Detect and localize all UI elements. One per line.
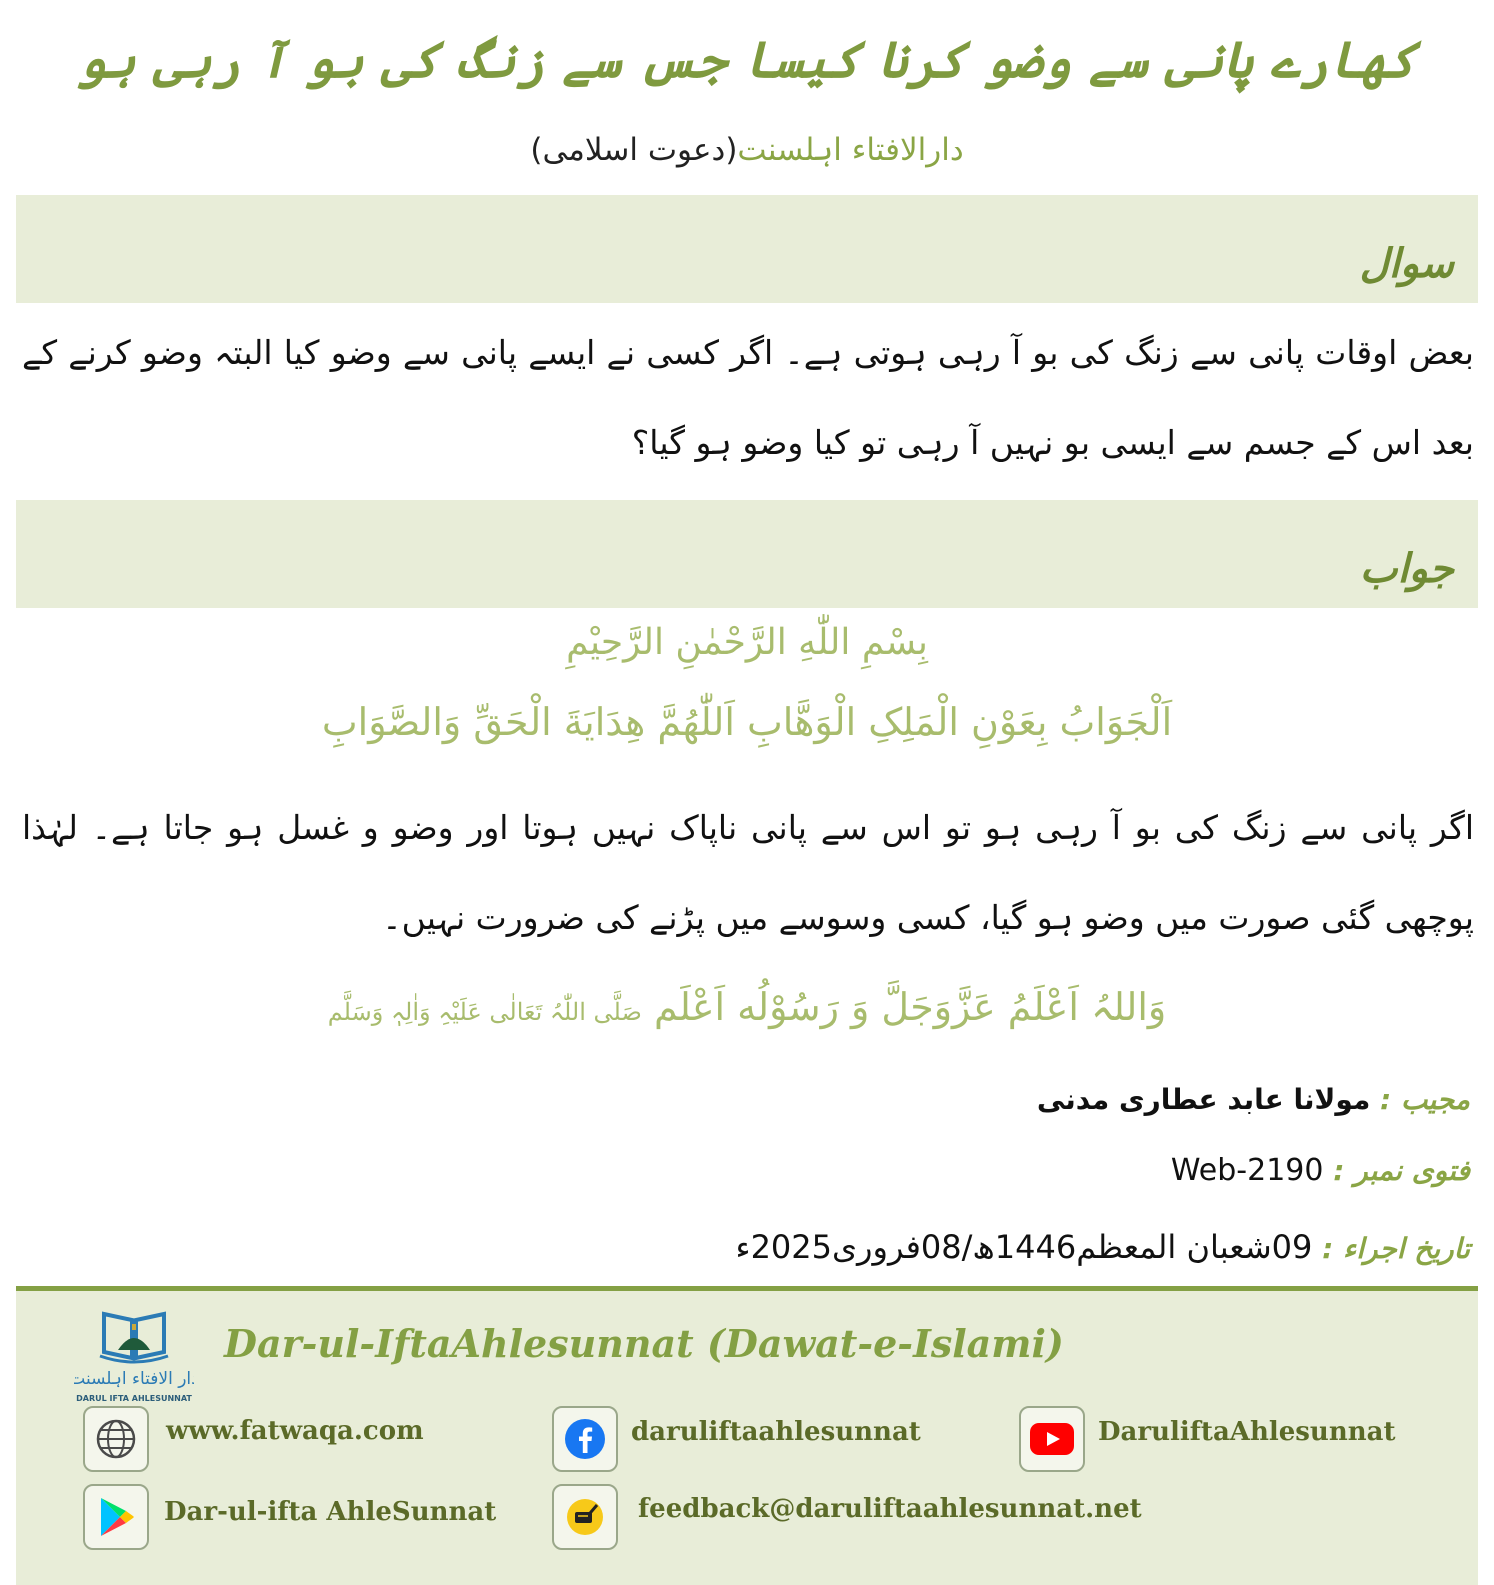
question-band: [16, 195, 1478, 303]
answer-text: اگر پانی سے زنگ کی بو آ رہی ہو تو اس سے پانی ناپاک نہیں ہوتا اور وضو و غسل ہو جاتا ہے۔ لہٰذا پوچھی گئی صورت میں وضو ہو گیا، کسی وسوسے میں پڑنے کی ضرورت نہیں۔: [22, 808, 1474, 937]
answer-closing: [0, 985, 1494, 1029]
question-label: سوال: [1359, 240, 1454, 287]
youtube-icon[interactable]: [1019, 1406, 1085, 1472]
playstore-link[interactable]: Dar-ul-ifta AhleSunnat: [164, 1497, 497, 1527]
closing-salutation: صَلَّی اللّٰہُ تَعَالٰی عَلَیْہِ وَاٰلِہٖ وَسَلَّم: [327, 998, 642, 1026]
book-dome-icon: [74, 1306, 194, 1406]
question-text: بعض اوقات پانی سے زنگ کی بو آ رہی ہوتی ہے۔ اگر کسی نے ایسے پانی سے وضو کیا البتہ وضو کرنے کے بعد اس کے جسم سے ایسی بو نہیں آ رہی تو کیا وضو ہو گیا؟: [22, 333, 1474, 462]
answer-opening: اَلْجَوَابُ بِعَوْنِ الْمَلِکِ الْوَهَّابِ اَللّٰهُمَّ هِدَايَةَ الْحَقِّ وَالصَّوَابِ: [321, 700, 1173, 744]
fatwa-number-line: [1171, 1153, 1470, 1188]
facebook-link[interactable]: daruliftaahlesunnat: [631, 1417, 921, 1447]
date-label: تاریخ اجراء :: [1322, 1232, 1470, 1265]
footer: [16, 1286, 1478, 1585]
logo-caption: DARUL IFTA AHLESUNNAT: [76, 1394, 192, 1403]
closing-main: وَاللہُ اَعْلَمُ عَزَّوَجَلَّ وَ رَسُوْلُه اَعْلَم: [653, 985, 1167, 1029]
globe-icon[interactable]: [83, 1406, 149, 1472]
feedback-icon[interactable]: [552, 1484, 618, 1550]
website-link[interactable]: www.fatwaqa.com: [166, 1416, 424, 1446]
answer-band: [16, 500, 1478, 608]
fatwa-value: Web-2190: [1170, 1153, 1324, 1188]
youtube-link[interactable]: DaruliftaAhlesunnat: [1098, 1417, 1396, 1447]
subtitle-paren: (دعوت اسلامی): [530, 132, 738, 168]
mujeeb-line: [1037, 1083, 1470, 1116]
facebook-icon[interactable]: [552, 1406, 618, 1472]
page-title: کھارے پانی سے وضو کرنا کیسا جس سے زنگ کی بو آ رہی ہو: [77, 30, 1417, 89]
logo-text: دار الافتاء اہلسنت: [74, 1369, 194, 1389]
play-store-icon[interactable]: [83, 1484, 149, 1550]
mujeeb-value: مولانا عابد عطاری مدنی: [1036, 1083, 1371, 1116]
bismillah: بِسْمِ اللّٰهِ الرَّحْمٰنِ الرَّحِيْمِ: [566, 622, 928, 663]
answer-label: جواب: [1359, 545, 1454, 592]
issue-date-line: [736, 1228, 1470, 1266]
fatwa-label: فتوی نمبر :: [1333, 1154, 1470, 1187]
email-link[interactable]: feedback@daruliftaahlesunnat.net: [638, 1494, 1142, 1524]
logo: [74, 1306, 194, 1406]
subtitle-org: دارالافتاء اہلسنت: [737, 132, 964, 168]
footer-title: Dar-ul-IftaAhlesunnat (Dawat-e-Islami): [224, 1321, 1064, 1366]
mujeeb-label: مجیب :: [1380, 1083, 1470, 1116]
date-value: 09شعبان المعظم1446ھ/08فروری2025ء: [735, 1228, 1313, 1266]
page-subtitle: [0, 132, 1494, 168]
